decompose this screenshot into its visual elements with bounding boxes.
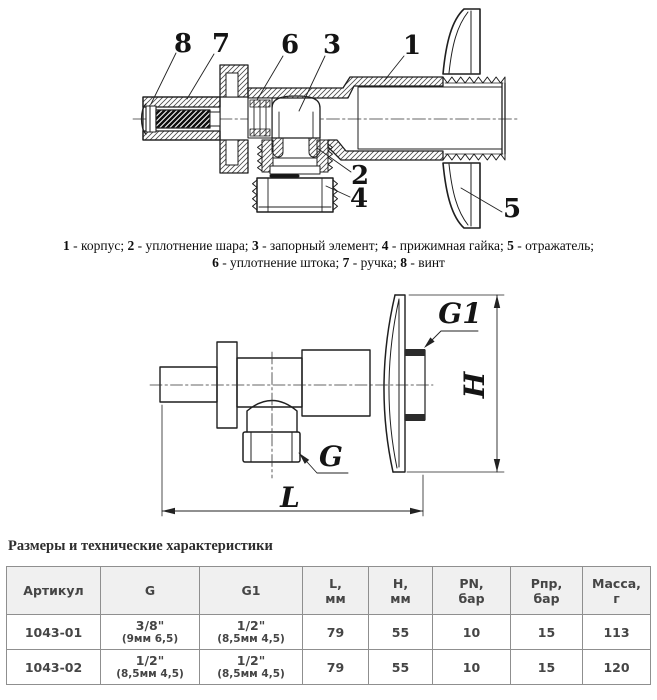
valve-outline: [160, 295, 425, 472]
legend-line: 6 - уплотнение штока; 7 - ручка; 8 - винт: [212, 255, 445, 270]
label-L: L: [280, 481, 300, 514]
table-cell: 15: [511, 615, 583, 650]
table-cell: 120: [583, 650, 651, 685]
dimension-drawing: [0, 285, 657, 530]
table-cell: 1/2" (8,5мм 4,5): [101, 650, 200, 685]
legend-item-number: 1: [63, 238, 70, 253]
header-cell: Масса, г: [583, 567, 651, 615]
table-cell: 79: [303, 650, 369, 685]
callout-1: 1: [402, 31, 422, 61]
table-cell: 1/2" (8,5мм 4,5): [200, 650, 303, 685]
header-cell: G: [101, 567, 200, 615]
reflector-top-petal: [443, 9, 480, 74]
legend-item-number: 5: [507, 238, 514, 253]
header-cell: PN, бар: [433, 567, 511, 615]
legend-item-number: 8: [400, 255, 407, 270]
label-H: H: [458, 371, 491, 399]
header-cell: L, мм: [303, 567, 369, 615]
table-cell: 55: [369, 615, 433, 650]
table-cell: 79: [303, 615, 369, 650]
spec-table: [6, 566, 651, 685]
table-cell: 1/2" (8,5мм 4,5): [200, 615, 303, 650]
callout-5: 5: [502, 194, 522, 224]
legend-item-number: 4: [381, 238, 389, 253]
table-row: [7, 615, 651, 650]
callout-8: 8: [173, 29, 193, 59]
legend-item-number: 7: [342, 255, 350, 270]
table-cell: 1043-02: [7, 650, 101, 685]
table-cell: 3/8" (9мм 6,5): [101, 615, 200, 650]
stem-seal: [248, 98, 272, 138]
table-cell: 1043-01: [7, 615, 101, 650]
label-G: G: [319, 440, 343, 473]
header-cell: Рпр, бар: [511, 567, 583, 615]
table-cell: 15: [511, 650, 583, 685]
g1-leader: [424, 331, 478, 348]
section-title: Размеры и технические характеристики: [8, 538, 273, 554]
label-G1: G1: [438, 297, 482, 330]
table-cell: 10: [433, 615, 511, 650]
handle-screw: [146, 106, 220, 132]
callout-4: 4: [349, 184, 369, 214]
callout-2: 2: [350, 161, 370, 191]
table-row: [7, 650, 651, 685]
callout-6: 6: [280, 30, 300, 60]
legend-line: 1 - корпус; 2 - уплотнение шара; 3 - запорный элемент; 4 - прижимная гайка; 5 - отражатель;: [63, 238, 594, 253]
cross-section-drawing: [0, 0, 657, 240]
legend-item-number: 3: [251, 238, 259, 253]
header-cell: H, мм: [369, 567, 433, 615]
header-cell: G1: [200, 567, 303, 615]
table-cell: 113: [583, 615, 651, 650]
legend-item-number: 6: [212, 255, 219, 270]
callout-7: 7: [211, 29, 231, 59]
outlet-branch: [258, 140, 333, 176]
compression-nut: [253, 178, 338, 212]
table-cell: 55: [369, 650, 433, 685]
parts-legend: [0, 237, 657, 271]
callout-3: 3: [322, 30, 342, 60]
table-cell: 10: [433, 650, 511, 685]
header-cell: Артикул: [7, 567, 101, 615]
legend-item-number: 2: [127, 238, 135, 253]
ball-seal: [272, 138, 320, 157]
